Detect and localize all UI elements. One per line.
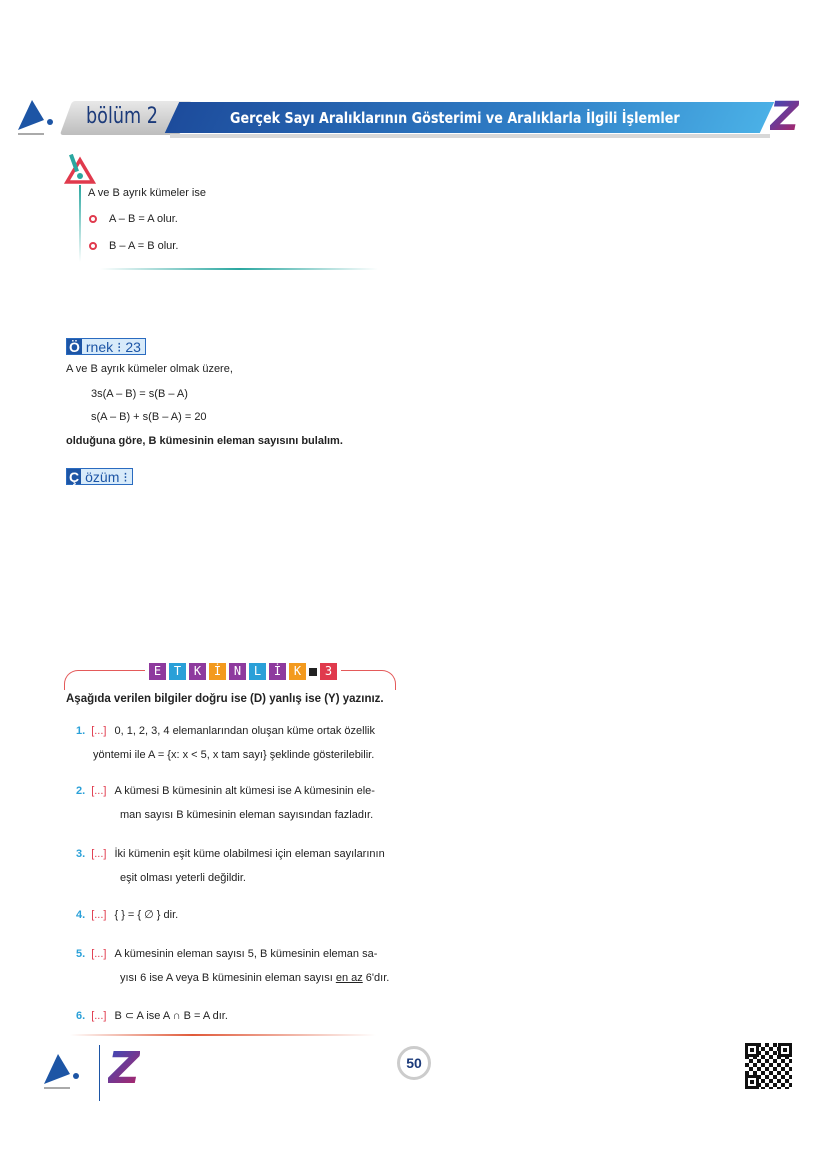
qr-code[interactable] [745,1043,792,1089]
activity-letter: T [169,663,186,680]
activity-item [76,725,375,737]
example-tag-text: rnek ⁝ 23 [85,339,141,355]
chapter-label: bölüm 2 [86,104,158,129]
item-text: yöntemi ile A = {x: x < 5, x tam sayı} şeklinde gösterilebilir. [93,749,375,761]
example-tag [66,338,146,355]
warning-icon [64,154,96,186]
example-tag-initial: Ö [69,339,80,355]
activity-item-continued [120,972,389,984]
z-logo-icon: Z [770,94,800,140]
answer-blank[interactable]: [...] [91,1010,107,1022]
solution-tag-text: özüm ⁝ [85,469,128,485]
item-number: 3. [76,848,86,860]
publisher-logo-icon [40,1052,82,1092]
publisher-logo-icon [14,98,56,138]
item-number: 2. [76,785,86,797]
divider [100,268,378,270]
example-equation-2: s(A – B) + s(B – A) = 20 [91,411,207,423]
answer-blank[interactable]: [...] [91,948,107,960]
activity-letter: İ [269,663,286,680]
bullet-icon [89,242,97,250]
note-item-text: A – B = A olur. [109,213,178,225]
activity-letter: İ [209,663,226,680]
divider [70,1034,376,1036]
activity-item-continued [93,749,374,761]
activity-item [76,1009,228,1022]
answer-blank[interactable]: [...] [91,848,107,860]
underlined-text: en az [335,972,363,984]
solution-tag-initial: Ç [69,469,80,485]
activity-item [76,948,377,960]
item-text: { } = { ∅ } dir. [114,909,179,921]
note-line [79,185,81,262]
activity-item-continued [120,872,246,884]
activity-letter: K [189,663,206,680]
item-text: B ⊂ A ise A ∩ B = A dır. [114,1010,228,1022]
activity-item-continued [120,809,373,821]
note-item [89,213,178,225]
item-text: eşit olması yeterli değildir. [120,872,246,884]
note-item-text: B – A = B olur. [109,240,179,252]
item-text: man sayısı B kümesinin eleman sayısından fazladır. [120,809,374,821]
item-number: 6. [76,1010,86,1022]
activity-item [76,785,375,797]
item-text: 0, 1, 2, 3, 4 elemanlarından oluşan küme ortak özellik [114,725,375,737]
activity-number: 3 [320,663,337,680]
answer-blank[interactable]: [...] [91,785,107,797]
solution-tag [66,468,133,485]
activity-item [76,848,385,860]
answer-blank[interactable]: [...] [91,909,107,921]
example-equation-1: 3s(A – B) = s(B – A) [91,388,188,400]
activity-letter: E [149,663,166,680]
note-item [89,240,178,252]
activity-instruction: Aşağıda verilen bilgiler doğru ise (D) yanlış ise (Y) yazınız. [66,693,384,705]
item-text: A kümesi B kümesinin alt kümesi ise A kümesinin ele- [114,785,375,797]
footer-separator [99,1045,100,1101]
item-number: 4. [76,909,86,921]
item-number: 5. [76,948,86,960]
page-title: Gerçek Sayı Aralıklarının Gösterimi ve Aralıklarla İlgili İşlemler [230,109,680,127]
banner-shadow [170,134,770,138]
example-intro: A ve B ayrık kümeler olmak üzere, [66,363,233,375]
z-logo-icon: Z [108,1043,140,1094]
activity-letter: L [249,663,266,680]
item-number: 1. [76,725,86,737]
bullet-icon [89,215,97,223]
answer-blank[interactable]: [...] [91,725,107,737]
item-text: yısı 6 ise A veya B kümesinin eleman sayısı [120,972,336,984]
note-intro: A ve B ayrık kümeler ise [88,187,206,199]
activity-separator [309,668,317,676]
item-text: A kümesinin eleman sayısı 5, B kümesinin eleman sa- [114,948,378,960]
activity-item [76,908,178,921]
activity-letter: K [289,663,306,680]
example-question: olduğuna göre, B kümesinin eleman sayısını bulalım. [66,435,343,447]
activity-header [145,663,341,680]
page-number: 50 [397,1046,431,1080]
activity-letter: N [229,663,246,680]
item-text: İki kümenin eşit küme olabilmesi için eleman sayılarının [114,848,385,860]
item-text: 6'dır. [362,972,390,984]
